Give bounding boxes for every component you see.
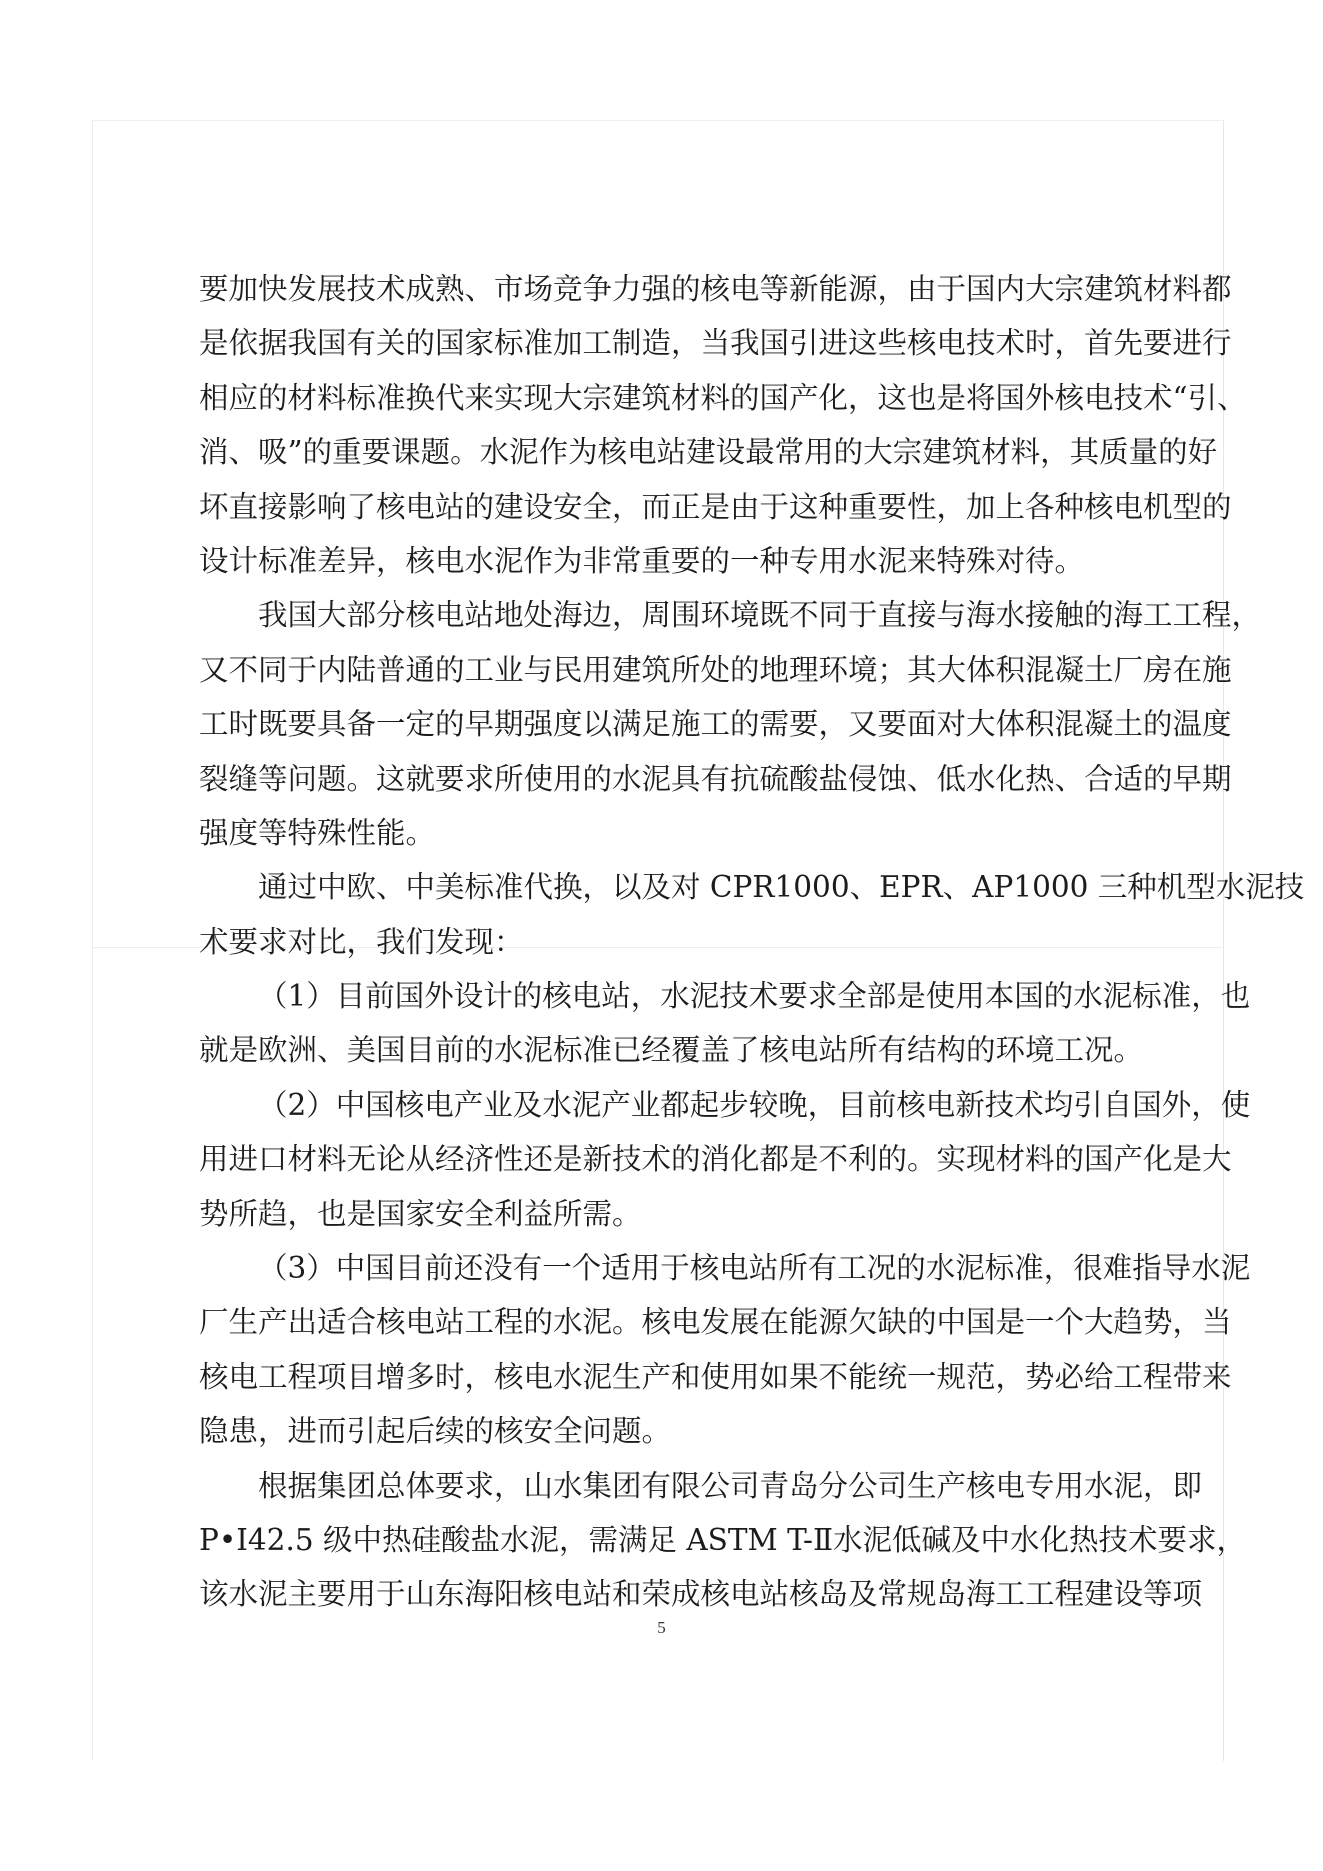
text-line: 隐患，进而引起后续的核安全问题。 <box>199 1414 672 1449</box>
paragraph-start-line: 通过中欧、中美标准代换，以及对 CPR1000、EPR、AP1000 三种机型水泥技 <box>258 870 1305 905</box>
text-line: 设计标准差异，核电水泥作为非常重要的一种专用水泥来特殊对待。 <box>199 543 1085 578</box>
text-line: 要加快发展技术成熟、市场竞争力强的核电等新能源，由于国内大宗建筑材料都 <box>199 272 1232 306</box>
text-line: 裂缝等问题。这就要求所使用的水泥具有抗硫酸盐侵蚀、低水化热、合适的早期 <box>199 761 1232 796</box>
text-line: 核电工程项目增多时，核电水泥生产和使用如果不能统一规范，势必给工程带来 <box>199 1359 1232 1394</box>
text-line: 是依据我国有关的国家标准加工制造，当我国引进这些核电技术时，首先要进行 <box>199 326 1232 361</box>
text-line: 就是欧洲、美国目前的水泥标准已经覆盖了核电站所有结构的环境工况。 <box>199 1033 1144 1068</box>
text-line: 消、吸”的重要课题。水泥作为核电站建设最常用的大宗建筑材料，其质量的好 <box>199 435 1218 470</box>
text-line: 强度等特殊性能。 <box>199 815 436 850</box>
text-line: 厂生产出适合核电站工程的水泥。核电发展在能源欠缺的中国是一个大趋势，当 <box>199 1305 1232 1340</box>
text-line: 用进口材料无论从经济性还是新技术的消化都是不利的。实现材料的国产化是大 <box>199 1142 1232 1177</box>
paragraph-start-line: （2）中国核电产业及水泥产业都起步较晚，目前核电新技术均引自国外，使 <box>258 1087 1251 1122</box>
text-line: 相应的材料标准换代来实现大宗建筑材料的国产化，这也是将国外核电技术“引、 <box>199 380 1247 415</box>
text-line: 工时既要具备一定的早期强度以满足施工的需要，又要面对大体积混凝土的温度 <box>199 707 1232 742</box>
text-line: 坏直接影响了核电站的建设安全，而正是由于这种重要性，加上各种核电机型的 <box>199 489 1232 524</box>
text-line: P•I42.5 级中热硅酸盐水泥，需满足 ASTM T-Ⅱ水泥低碱及中水化热技术要求， <box>199 1522 1247 1557</box>
document-body <box>199 262 1305 1622</box>
paragraph-start-line: （3）中国目前还没有一个适用于核电站所有工况的水泥标准，很难指导水泥 <box>258 1251 1251 1286</box>
paragraph-start-line: （1）目前国外设计的核电站，水泥技术要求全部是使用本国的水泥标准，也 <box>258 979 1251 1014</box>
paragraph-start-line: 根据集团总体要求，山水集团有限公司青岛分公司生产核电专用水泥，即 <box>258 1468 1203 1503</box>
text-line: 又不同于内陆普通的工业与民用建筑所处的地理环境；其大体积混凝土厂房在施 <box>199 652 1232 687</box>
text-line: 该水泥主要用于山东海阳核电站和荣成核电站核岛及常规岛海工工程建设等项 <box>199 1577 1203 1612</box>
text-line: 术要求对比，我们发现： <box>199 924 524 959</box>
text-line: 势所趋，也是国家安全利益所需。 <box>199 1196 642 1231</box>
paragraph-start-line: 我国大部分核电站地处海边，周围环境既不同于直接与海水接触的海工工程， <box>258 598 1262 633</box>
page-number: 5 <box>657 1618 666 1637</box>
